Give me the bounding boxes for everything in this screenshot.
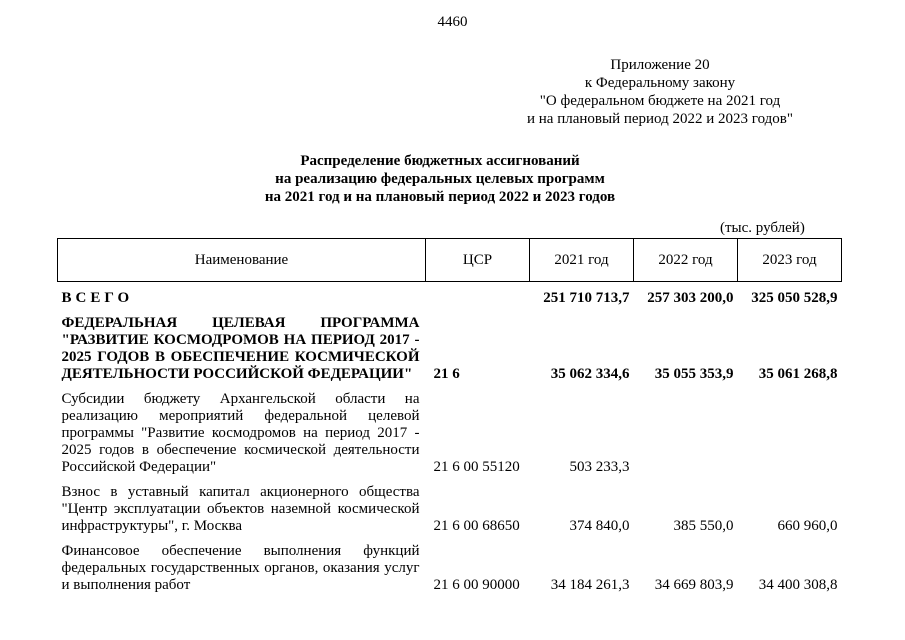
appendix-line: и на плановый период 2022 и 2023 годов"	[527, 111, 793, 127]
title-line: на реализацию федеральных целевых программ	[275, 171, 605, 187]
table-row	[58, 315, 842, 383]
table-row	[58, 543, 842, 594]
total-label: ВСЕГО	[61, 290, 134, 306]
appendix-reference	[470, 56, 850, 128]
total-2022: 257 303 200,0	[647, 290, 734, 306]
row-code: 21 6 00 55120	[433, 459, 520, 475]
total-2023: 325 050 528,9	[751, 290, 838, 306]
table-row	[58, 484, 842, 535]
row-2023: 35 061 268,8	[758, 366, 838, 382]
row-2022	[634, 391, 738, 476]
header-name: Наименование	[58, 239, 426, 282]
row-2023	[738, 391, 842, 476]
row-name: Финансовое обеспечение выполнения функций федеральных государственных органов, оказания услуг и выполнения работ	[61, 543, 420, 593]
table-row	[58, 391, 842, 476]
row-2023: 34 400 308,8	[758, 577, 838, 593]
row-2021: 503 233,3	[569, 459, 630, 475]
row-name: ФЕДЕРАЛЬНАЯ ЦЕЛЕВАЯ ПРОГРАММА "РАЗВИТИЕ КОСМОДРОМОВ НА ПЕРИОД 2017 - 2025 ГОДОВ В ОБЕСПЕЧЕНИЕ КОСМИЧЕСКОЙ ДЕЯТЕЛЬНОСТИ РОССИЙСКОЙ ФЕДЕРАЦИИ"	[61, 315, 420, 382]
header-2021: 2021 год	[530, 239, 634, 282]
document-title	[0, 152, 880, 206]
appendix-line: "О федеральном бюджете на 2021 год	[539, 93, 781, 109]
row-name: Взнос в уставный капитал акционерного общества "Центр эксплуатации объектов наземной космической инфраструктуры", г. Москва	[61, 484, 420, 534]
title-line: на 2021 год и на плановый период 2022 и 2023 годов	[264, 189, 616, 205]
row-2023: 660 960,0	[777, 518, 838, 534]
row-code: 21 6 00 68650	[433, 518, 520, 534]
title-line: Распределение бюджетных ассигнований	[300, 153, 580, 169]
row-2022: 385 550,0	[673, 518, 734, 534]
total-row	[58, 290, 842, 307]
total-2021: 251 710 713,7	[543, 290, 630, 306]
row-2021: 374 840,0	[569, 518, 630, 534]
row-code: 21 6	[433, 366, 460, 382]
page-number: 4460	[437, 14, 468, 30]
units-note: (тыс. рублей)	[720, 220, 805, 236]
budget-table	[57, 238, 842, 594]
header-2022: 2022 год	[634, 239, 738, 282]
row-2022: 35 055 353,9	[654, 366, 734, 382]
header-code: ЦСР	[426, 239, 530, 282]
row-2021: 35 062 334,6	[550, 366, 630, 382]
row-code: 21 6 00 90000	[433, 577, 520, 593]
header-2023: 2023 год	[738, 239, 842, 282]
row-2022: 34 669 803,9	[654, 577, 734, 593]
appendix-line: к Федеральному закону	[584, 75, 736, 91]
appendix-line: Приложение 20	[610, 57, 710, 73]
row-name: Субсидии бюджету Архангельской области на реализацию мероприятий федеральной целевой программы "Развитие космодромов на период 2017 - 2025 годов в обеспечение космической деятельности Российской Федерации"	[61, 391, 420, 475]
row-2021: 34 184 261,3	[550, 577, 630, 593]
table-header-row	[58, 239, 842, 282]
